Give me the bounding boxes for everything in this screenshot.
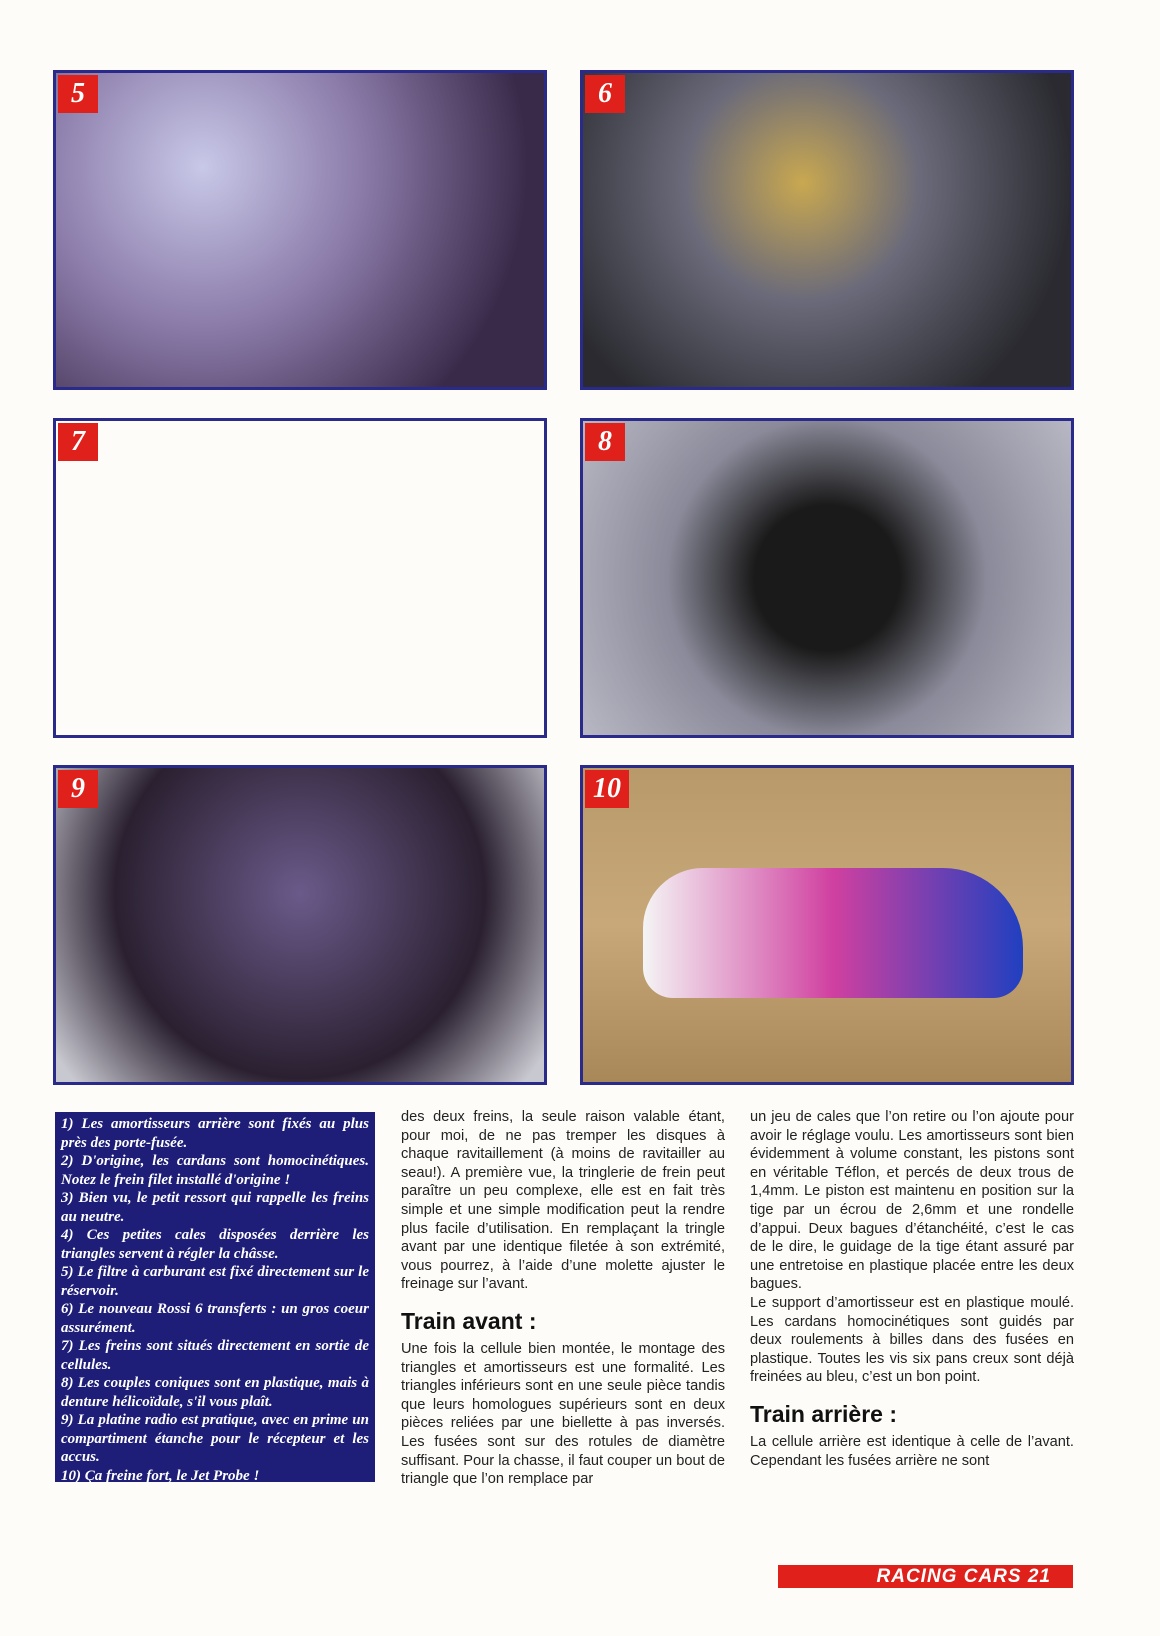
caption: 6) Le nouveau Rossi 6 transferts : un gros coeur assurément. [61, 1301, 369, 1336]
page-footer [778, 1565, 1073, 1588]
magazine-name: RACING CARS [876, 1566, 1022, 1587]
rc-car-image [643, 868, 1023, 998]
photo-7 [53, 418, 547, 738]
caption: 1) Les amortisseurs arrière sont fixés au plus près des porte-fusée. [61, 1116, 369, 1151]
paragraph: des deux freins, la seule raison valable étant, pour moi, de ne pas tremper les disques à chaque ravitaillement (à moins de ravitailler au seau!). A première vue, la tringlerie de frein peut paraître un peu complexe, elle est en fait très simple et une simple modification peut la rendre plus facile d’utilisation. En remplaçant la tringle avant par une identique filetée à son extrémité, vous pourrez, à l’aide d’une molette ajuster le freinage sur l’avant. [401, 1109, 725, 1293]
photo-6 [580, 70, 1074, 390]
caption: 7) Les freins sont situés directement en sortie de cellules. [61, 1338, 369, 1373]
caption: 9) La platine radio est pratique, avec en prime un compartiment étanche pour le récepteur et les accus. [61, 1412, 369, 1465]
paragraph: Une fois la cellule bien montée, le montage des triangles et amortisseurs est une formalité. Les triangles inférieurs sont en une seule pièce tandis que leurs homologues supérieurs sont en deux pièces reliées par une biellette à pas inversés. Les fusées sont sur des rotules de diamètre suffisant. Pour la chasse, il faut couper un bout de triangle que l’on remplace par [401, 1340, 725, 1488]
photo-number-badge: 10 [585, 770, 629, 808]
photo-9 [53, 765, 547, 1085]
caption: 8) Les couples coniques sont en plastique, mais à denture hélicoïdale, s'il vous plaît. [61, 1375, 369, 1410]
photo-5 [53, 70, 547, 390]
paragraph: un jeu de cales que l’on retire ou l’on ajoute pour avoir le réglage voulu. Les amortisseurs sont bien évidemment à volume constant, les pistons sont en véritable Téflon, et percés de deux trous de 1,4mm. Le piston est maintenu en position sur la tige par un écrou de 2,6mm et une rondelle d’appui. Deux bagues d’étanchéité, c’est le cas de le dire, le guidage de la tige étant assuré par une entretoise en plastique placée entre les deux bagues. [750, 1109, 1074, 1293]
photo-number-badge: 6 [585, 75, 625, 113]
photo-number-badge: 5 [58, 75, 98, 113]
page-number: 21 [1027, 1566, 1051, 1587]
section-heading: Train arrière : [750, 1400, 898, 1427]
photo-10 [580, 765, 1074, 1085]
caption-box [55, 1112, 375, 1482]
photo-number-badge: 9 [58, 770, 98, 808]
photo-number-badge: 7 [58, 423, 98, 461]
caption: 2) D'origine, les cardans sont homocinétiques. Notez le frein filet installé d'origine ! [61, 1153, 369, 1188]
article-column-2 [401, 1108, 725, 1489]
caption: 10) Ça freine fort, le Jet Probe ! [61, 1467, 260, 1484]
caption: 5) Le filtre à carburant est fixé directement sur le réservoir. [61, 1264, 369, 1299]
caption: 4) Ces petites cales disposées derrière les triangles servent à régler la châsse. [61, 1227, 369, 1262]
paragraph: Le support d’amortisseur est en plastique moulé. Les cardans homocinétiques sont guidés par deux roulements à billes dans des fusées en plastique. Toutes les vis six pans creux sont déjà freinées au bleu, c’est un bon point. [750, 1294, 1074, 1386]
caption: 3) Bien vu, le petit ressort qui rappelle les freins au neutre. [61, 1190, 369, 1225]
article-column-3 [750, 1108, 1074, 1470]
photo-number-badge: 8 [585, 423, 625, 461]
photo-8 [580, 418, 1074, 738]
section-heading: Train avant : [401, 1307, 537, 1334]
paragraph: La cellule arrière est identique à celle de l’avant. Cependant les fusées arrière ne sont [750, 1433, 1074, 1469]
